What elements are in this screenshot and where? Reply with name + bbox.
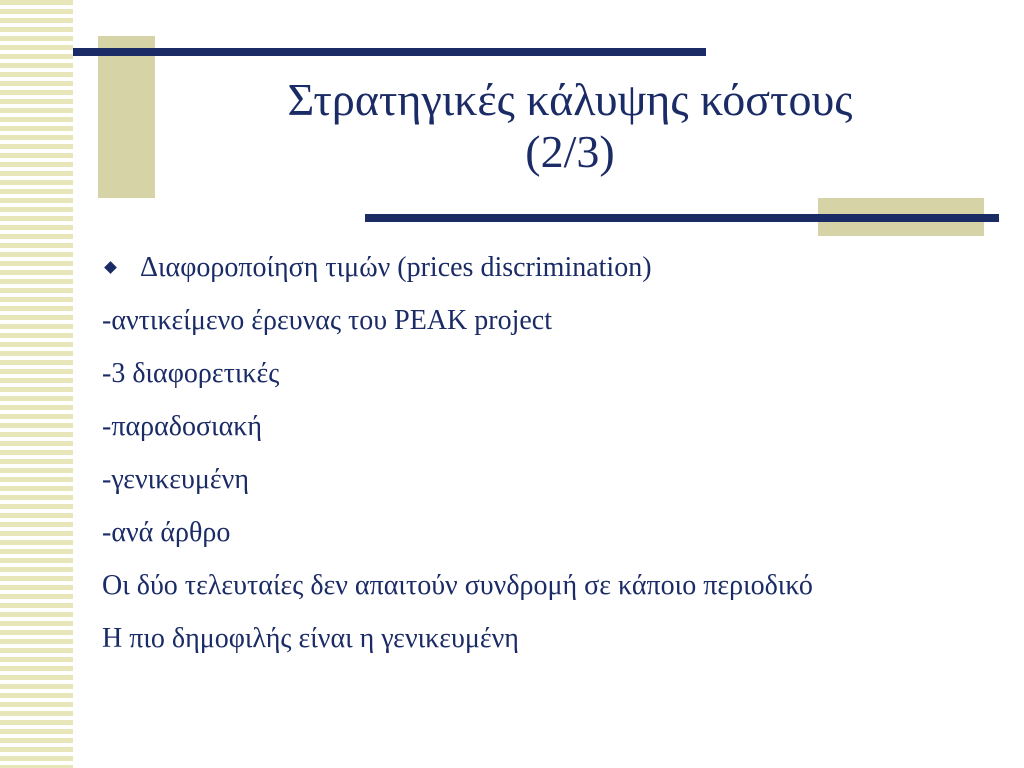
body-line-per-article: -ανά άρθρο — [102, 517, 231, 548]
slide-title-line-1: Στρατηγικές κάλυψης κόστους — [287, 74, 853, 125]
slide-body — [102, 252, 982, 676]
body-line-three-types: -3 διαφορετικές — [102, 358, 280, 389]
body-line-traditional: -παραδοσιακή — [102, 411, 263, 442]
body-line-generalized: -γενικευμένη — [102, 464, 249, 495]
decorative-stripe-band — [0, 0, 73, 768]
slide-title-line-2: (2/3) — [525, 126, 615, 177]
slide-title — [160, 74, 980, 178]
decorative-navy-line-bottom — [365, 214, 999, 222]
bullet-item — [102, 252, 982, 284]
bullet-text: Διαφοροποίηση τιμών (prices discrimination) — [140, 252, 652, 283]
body-line-no-subscription: Οι δύο τελευταίες δεν απαιτούν συνδρομή σε κάποιο περιοδικό — [102, 570, 813, 601]
decorative-tan-block-top — [98, 36, 155, 198]
diamond-bullet-icon — [104, 261, 117, 274]
decorative-navy-line-top — [73, 48, 706, 56]
body-line-most-popular: Η πιο δημοφιλής είναι η γενικευμένη — [102, 623, 519, 654]
body-line-research-subject: -αντικείμενο έρευνας του PEAK project — [102, 305, 553, 336]
